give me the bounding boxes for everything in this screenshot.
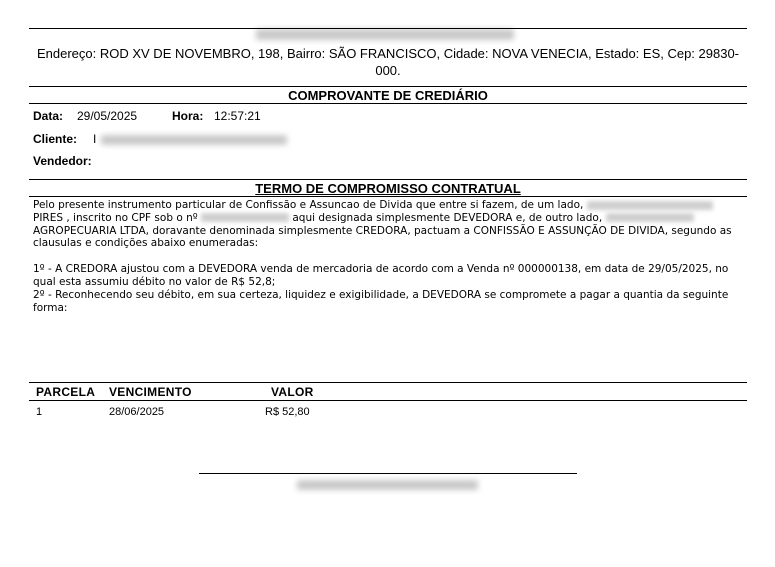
rule-before-table — [29, 382, 747, 383]
contract-spacer — [33, 250, 745, 263]
contract-intro-part-b: PIRES , inscrito no CPF sob o nº — [33, 211, 198, 224]
column-header-parcela: PARCELA — [36, 385, 96, 399]
company-name-redacted — [256, 29, 514, 40]
cell-parcela: 1 — [36, 406, 43, 418]
time-value: 12:57:21 — [214, 109, 261, 123]
cell-valor: R$ 52,80 — [265, 406, 310, 418]
rule-after-table-header — [29, 400, 747, 401]
rule-before-receipt-title — [29, 86, 747, 87]
date-value: 29/05/2025 — [77, 109, 138, 123]
address-text: Endereço: ROD XV DE NOVEMBRO, 198, Bairro: SÃO FRANCISCO, Cidade: NOVA VENECIA, Estado: ES, Cep: 29830-000. — [36, 46, 740, 78]
contract-title — [29, 181, 747, 196]
contract-intro-part-d: AGROPECUARIA LTDA, doravante denominada simplesmente CREDORA, pactuam a CONFISSÃO E ASSUNÇÃO DE DIVIDA, segundo as clausulas e condições abaixo enumeradas: — [33, 224, 732, 250]
seller-label: Vendedor: — [33, 154, 92, 168]
signature-name-redacted — [297, 480, 478, 490]
date-label: Data: — [33, 109, 64, 123]
client-initial: I — [93, 132, 97, 146]
top-rule — [29, 28, 747, 29]
cpf-redacted — [201, 213, 289, 222]
signature-line — [199, 473, 577, 474]
rule-before-contract-title — [29, 179, 747, 180]
contract-clause-1: 1º - A CREDORA ajustou com a DEVEDORA venda de mercadoria de acordo com a Venda nº 000000138, em data de 29/05/2025, no qual esta assumiu débito no valor de R$ 52,8; — [33, 263, 729, 288]
time-label: Hora: — [172, 109, 204, 123]
column-header-valor: VALOR — [271, 385, 314, 399]
column-header-vencimento: VENCIMENTO — [109, 385, 192, 399]
creditor-name-redacted — [606, 213, 694, 222]
client-label: Cliente: — [33, 132, 78, 146]
contract-body — [33, 199, 745, 314]
client-name-redacted — [101, 135, 287, 145]
debtor-name-redacted — [587, 201, 713, 210]
contract-intro-part-c: aqui designada simplesmente DEVEDORA e, de outro lado, — [292, 211, 603, 224]
contract-clause-2: 2º - Reconhecendo seu débito, em sua certeza, liquidez e exigibilidade, a DEVEDORA se compromete a pagar a quantia da seguinte forma: — [33, 288, 729, 314]
contract-intro — [33, 199, 745, 250]
rule-after-contract-title — [29, 196, 747, 197]
receipt-title: COMPROVANTE DE CREDIÁRIO — [288, 88, 488, 103]
rule-after-receipt-title — [29, 103, 747, 104]
cell-vencimento: 28/06/2025 — [109, 406, 165, 418]
contract-intro-part-a: Pelo presente instrumento particular de Confissão e Assuncao de Divida que entre si fazem, de um lado, — [33, 199, 584, 211]
contract-title-text: TERMO DE COMPROMISSO CONTRATUAL — [255, 181, 521, 196]
